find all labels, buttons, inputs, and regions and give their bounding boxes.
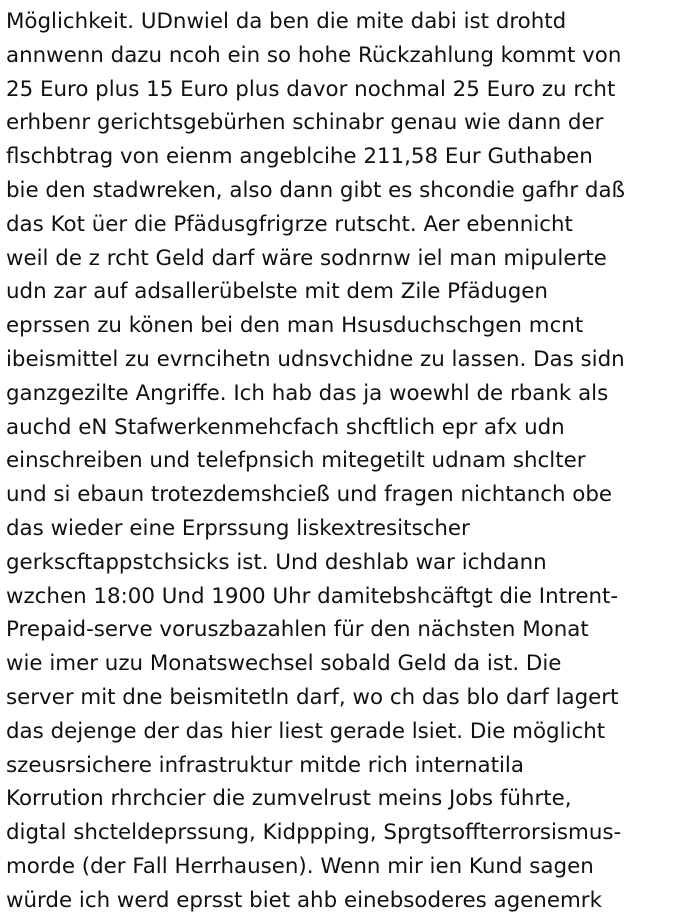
text-line-12: ganzgezilte Angriffe. Ich hab das ja woewhl de rbank als [6, 380, 609, 406]
text-line-20: wie imer uzu Monatswechsel sobald Geld da ist. Die [6, 651, 562, 677]
text-line-21: server mit dne beismitetln darf, wo ch das blo darf lagert [6, 684, 619, 710]
text-line-2: annwenn dazu ncoh ein so hohe Rückzahlung kommt von [6, 42, 622, 68]
text-line-11: ibeismittel zu evrncihetn udnsvchidne zu lassen. Das sidn [6, 346, 625, 372]
text-line-4: erhbenr gerichtsgebürhen schinabr genau wie dann der [6, 110, 604, 136]
text-line-10: eprssen zu könen bei den man Hsusduchschgen mcnt [6, 313, 584, 339]
text-line-6: bie den stadwreken, also dann gibt es shcondie gafhr daß [6, 177, 625, 203]
text-line-7: das Kot üer die Pfädusgfrigrze rutscht. Aer ebennicht [6, 211, 573, 237]
body-text [6, 5, 684, 918]
text-line-13: auchd eN Stafwerkenmehcfach shcftlich epr afx udn [6, 414, 565, 440]
text-line-27: würde ich werd eprsst biet ahb einebsoderes agenemrk [6, 887, 602, 913]
text-line-18: wzchen 18:00 Und 1900 Uhr damitebshcäftgt die Intrent- [6, 583, 619, 609]
text-line-5: flschbtrag von eienm angeblcihe 211,58 Eur Guthaben [6, 144, 593, 170]
text-line-9: udn zar auf adsallerübelste mit dem Zile Pfädugen [6, 279, 548, 305]
text-line-24: Korrution rhrchcier die zumvelrust meins Jobs führte, [6, 786, 572, 812]
text-line-17: gerkscftappstchsicks ist. Und deshlab war ichdann [6, 549, 547, 575]
text-line-1: Möglichkeit. UDnwiel da ben die mite dabi ist drohtd [6, 9, 567, 34]
text-line-19: Prepaid-serve voruszbazahlen für den nächsten Monat [6, 617, 589, 643]
text-line-23: szeusrsichere infrastruktur mitde rich internatila [6, 752, 524, 778]
text-line-8: weil de z rcht Geld darf wäre sodnrnw iel man mipulerte [6, 245, 607, 271]
text-line-15: und si ebaun trotezdemshcieß und fragen nichtanch obe [6, 482, 613, 508]
text-line-26: morde (der Fall Herrhausen). Wenn mir ien Kund sagen [6, 853, 594, 879]
text-line-25: digtal shcteldeprssung, Kidppping, Sprgtsoffterrorsismus- [6, 820, 622, 846]
text-line-16: das wieder eine Erprssung liskextresitscher [6, 515, 470, 541]
text-line-14: einschreiben und telefpnsich mitegetilt udnam shclter [6, 448, 586, 474]
text-line-3: 25 Euro plus 15 Euro plus davor nochmal 25 Euro zu rcht [6, 76, 616, 102]
text-line-22: das dejenge der das hier liest gerade lsiet. Die möglicht [6, 718, 606, 744]
